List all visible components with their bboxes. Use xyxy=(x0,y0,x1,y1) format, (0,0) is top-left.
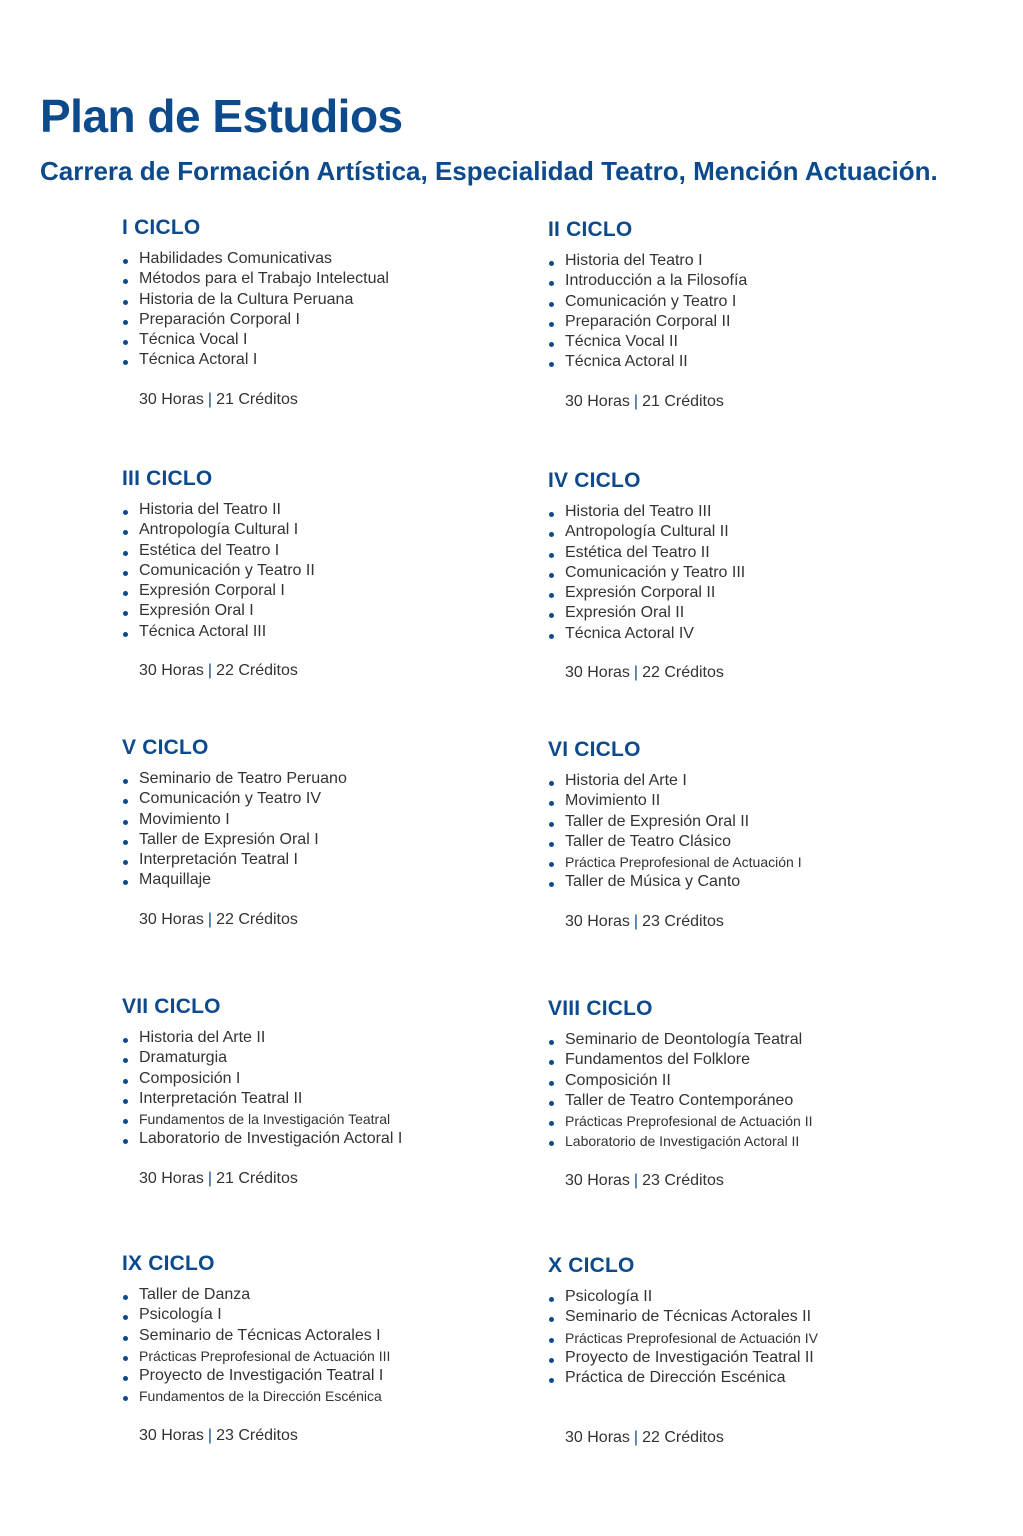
course-name: Maquillaje xyxy=(139,871,212,889)
course-name: Estética del Teatro II xyxy=(565,543,710,561)
hours-label: 30 Horas xyxy=(565,1429,630,1447)
bullet-icon xyxy=(549,613,554,618)
course-name: Técnica Vocal I xyxy=(139,331,248,349)
course-name: Proyecto de Investigación Teatral I xyxy=(139,1367,384,1385)
list-item xyxy=(548,1131,968,1151)
list-item xyxy=(548,1328,968,1348)
bullet-icon xyxy=(123,1038,128,1043)
credits-label: 23 Créditos xyxy=(642,1171,724,1189)
page-subtitle: Carrera de Formación Artística, Especialidad Teatro, Mención Actuación. xyxy=(40,156,938,186)
list-item xyxy=(122,520,542,540)
course-list xyxy=(122,500,542,642)
bullet-icon xyxy=(123,571,128,576)
course-name: Interpretación Teatral I xyxy=(139,851,298,869)
cycle-summary xyxy=(122,1426,542,1446)
separator: | xyxy=(207,1169,213,1187)
course-name: Expresión Corporal II xyxy=(565,584,716,602)
course-name: Taller de Teatro Contemporáneo xyxy=(565,1091,794,1109)
cycle-6 xyxy=(548,737,968,932)
list-item xyxy=(122,249,542,269)
separator: | xyxy=(207,390,213,408)
list-item xyxy=(122,330,542,350)
credits-label: 23 Créditos xyxy=(216,1426,298,1444)
separator: | xyxy=(207,662,213,680)
list-item xyxy=(122,269,542,289)
list-item xyxy=(548,1368,968,1388)
credits-label: 22 Créditos xyxy=(216,910,298,928)
hours-label: 30 Horas xyxy=(139,662,204,680)
list-item xyxy=(548,852,968,872)
course-name: Comunicación y Teatro II xyxy=(139,561,315,579)
bullet-icon xyxy=(549,1378,554,1383)
course-name: Técnica Actoral II xyxy=(565,353,688,371)
cycle-title: II CICLO xyxy=(548,218,633,241)
course-name: Métodos para el Trabajo Intelectual xyxy=(139,270,389,288)
cycle-summary xyxy=(122,390,542,410)
list-item xyxy=(122,310,542,330)
cycle-title: V CICLO xyxy=(122,736,209,759)
course-name: Fundamentos de la Dirección Escénica xyxy=(139,1388,382,1405)
bullet-icon xyxy=(549,573,554,578)
bullet-icon xyxy=(123,611,128,616)
bullet-icon xyxy=(123,1336,128,1341)
cycle-title: III CICLO xyxy=(122,467,213,490)
course-name: Interpretación Teatral II xyxy=(139,1089,303,1107)
course-name: Seminario de Teatro Peruano xyxy=(139,770,347,787)
course-name: Técnica Actoral III xyxy=(139,622,267,640)
list-item xyxy=(122,1346,542,1366)
course-name: Taller de Música y Canto xyxy=(565,873,741,891)
bullet-icon xyxy=(549,1297,554,1302)
course-list xyxy=(122,249,542,371)
bullet-icon xyxy=(549,281,554,286)
list-item xyxy=(122,850,542,870)
cycle-summary xyxy=(122,1169,542,1189)
bullet-icon xyxy=(123,632,128,637)
bullet-icon xyxy=(123,320,128,325)
course-name: Seminario de Deontología Teatral xyxy=(565,1031,803,1048)
bullet-icon xyxy=(123,1119,128,1124)
cycle-5 xyxy=(122,735,542,930)
course-name: Psicología II xyxy=(565,1288,653,1305)
course-list xyxy=(548,771,968,893)
course-name: Comunicación y Teatro IV xyxy=(139,790,322,808)
bullet-icon xyxy=(123,1396,128,1401)
list-item xyxy=(122,1069,542,1089)
hours-label: 30 Horas xyxy=(565,664,630,682)
list-item xyxy=(548,1071,968,1091)
credits-label: 22 Créditos xyxy=(642,664,724,682)
course-name: Comunicación y Teatro III xyxy=(565,563,746,581)
bullet-icon xyxy=(549,1338,554,1343)
hours-label: 30 Horas xyxy=(565,1171,630,1189)
course-name: Prácticas Preprofesional de Actuación IV xyxy=(565,1329,818,1346)
course-name: Introducción a la Filosofía xyxy=(565,272,748,290)
course-name: Antropología Cultural II xyxy=(565,523,729,541)
bullet-icon xyxy=(123,1315,128,1320)
course-name: Técnica Actoral IV xyxy=(565,624,694,642)
bullet-icon xyxy=(549,1081,554,1086)
bullet-icon xyxy=(549,512,554,517)
bullet-icon xyxy=(549,1040,554,1045)
list-item xyxy=(548,583,968,603)
cycle-2 xyxy=(548,217,968,412)
list-item xyxy=(122,789,542,809)
course-name: Antropología Cultural I xyxy=(139,521,299,539)
separator: | xyxy=(633,1171,639,1189)
course-name: Fundamentos de la Investigación Teatral xyxy=(139,1111,391,1128)
course-list xyxy=(548,1287,968,1388)
course-name: Taller de Danza xyxy=(139,1286,251,1303)
bullet-icon xyxy=(549,553,554,558)
cycle-9 xyxy=(122,1251,542,1446)
bullet-icon xyxy=(123,1079,128,1084)
bullet-icon xyxy=(549,1141,554,1146)
bullet-icon xyxy=(123,1099,128,1104)
credits-label: 22 Créditos xyxy=(216,662,298,680)
credits-label: 21 Créditos xyxy=(216,1169,298,1187)
bullet-icon xyxy=(123,799,128,804)
course-name: Dramaturgia xyxy=(139,1049,228,1067)
list-item xyxy=(548,271,968,291)
list-item xyxy=(548,312,968,332)
course-list xyxy=(122,1028,542,1150)
bullet-icon xyxy=(123,1295,128,1300)
course-name: Técnica Vocal II xyxy=(565,333,678,351)
list-item xyxy=(548,624,968,644)
course-name: Composición I xyxy=(139,1069,241,1087)
list-item xyxy=(122,1366,542,1386)
list-item xyxy=(122,1028,542,1048)
course-name: Historia del Arte I xyxy=(565,772,687,789)
bullet-icon xyxy=(549,862,554,867)
course-name: Expresión Corporal I xyxy=(139,582,285,600)
list-item xyxy=(548,791,968,811)
list-item xyxy=(548,1050,968,1070)
course-name: Historia del Teatro II xyxy=(139,501,281,518)
cycle-summary xyxy=(548,912,968,932)
list-item xyxy=(122,1129,542,1149)
list-item xyxy=(548,522,968,542)
separator: | xyxy=(207,1426,213,1444)
course-name: Preparación Corporal I xyxy=(139,310,300,328)
bullet-icon xyxy=(123,279,128,284)
cycle-10 xyxy=(548,1253,968,1448)
course-name: Preparación Corporal II xyxy=(565,312,731,330)
hours-label: 30 Horas xyxy=(139,1169,204,1187)
course-name: Taller de Teatro Clásico xyxy=(565,832,732,850)
cycle-title: X CICLO xyxy=(548,1254,635,1277)
list-item xyxy=(548,332,968,352)
cycle-summary xyxy=(548,1171,968,1191)
bullet-icon xyxy=(123,1139,128,1144)
cycle-title: I CICLO xyxy=(122,216,201,239)
list-item xyxy=(122,810,542,830)
list-item xyxy=(122,870,542,890)
credits-label: 23 Créditos xyxy=(642,912,724,930)
course-list xyxy=(548,502,968,644)
list-item xyxy=(548,872,968,892)
bullet-icon xyxy=(549,822,554,827)
bullet-icon xyxy=(549,532,554,537)
bullet-icon xyxy=(123,1058,128,1063)
list-item xyxy=(548,603,968,623)
credits-label: 21 Créditos xyxy=(216,390,298,408)
course-name: Taller de Expresión Oral II xyxy=(565,812,750,830)
course-name: Estética del Teatro I xyxy=(139,541,280,559)
list-item xyxy=(122,1305,542,1325)
bullet-icon xyxy=(549,634,554,639)
cycle-title: VII CICLO xyxy=(122,995,221,1018)
bullet-icon xyxy=(123,860,128,865)
bullet-icon xyxy=(123,591,128,596)
course-name: Seminario de Técnicas Actorales I xyxy=(139,1326,381,1344)
course-name: Práctica de Dirección Escénica xyxy=(565,1369,786,1387)
course-list xyxy=(122,769,542,891)
cycle-7 xyxy=(122,994,542,1189)
list-item xyxy=(122,622,542,642)
list-item xyxy=(122,1109,542,1129)
bullet-icon xyxy=(549,842,554,847)
bullet-icon xyxy=(549,593,554,598)
cycle-summary xyxy=(122,661,542,681)
course-list xyxy=(122,1285,542,1407)
list-item xyxy=(122,830,542,850)
course-name: Técnica Actoral I xyxy=(139,351,258,369)
list-item xyxy=(548,502,968,522)
course-name: Expresión Oral II xyxy=(565,604,685,622)
list-item xyxy=(122,541,542,561)
bullet-icon xyxy=(549,1101,554,1106)
hours-label: 30 Horas xyxy=(565,912,630,930)
bullet-icon xyxy=(549,801,554,806)
list-item xyxy=(122,1048,542,1068)
list-item xyxy=(122,500,542,520)
bullet-icon xyxy=(549,302,554,307)
course-name: Prácticas Preprofesional de Actuación II xyxy=(565,1113,813,1130)
bullet-icon xyxy=(123,1356,128,1361)
bullet-icon xyxy=(123,551,128,556)
cycle-title: IX CICLO xyxy=(122,1252,215,1275)
cycle-4 xyxy=(548,468,968,683)
bullet-icon xyxy=(123,779,128,784)
list-item xyxy=(548,1307,968,1327)
credits-label: 22 Créditos xyxy=(642,1429,724,1447)
separator: | xyxy=(207,910,213,928)
list-item xyxy=(122,1285,542,1305)
bullet-icon xyxy=(549,1060,554,1065)
course-name: Historia de la Cultura Peruana xyxy=(139,290,354,308)
list-item xyxy=(548,543,968,563)
page-title: Plan de Estudios xyxy=(40,90,403,142)
hours-label: 30 Horas xyxy=(139,390,204,408)
course-name: Composición II xyxy=(565,1071,671,1089)
course-name: Taller de Expresión Oral I xyxy=(139,830,319,848)
bullet-icon xyxy=(123,300,128,305)
course-name: Fundamentos del Folklore xyxy=(565,1051,750,1069)
cycle-8 xyxy=(548,996,968,1191)
list-item xyxy=(122,601,542,621)
cycle-title: IV CICLO xyxy=(548,469,641,492)
bullet-icon xyxy=(549,342,554,347)
bullet-icon xyxy=(123,530,128,535)
list-item xyxy=(122,290,542,310)
course-name: Laboratorio de Investigación Actoral I xyxy=(139,1130,403,1148)
cycle-summary xyxy=(122,910,542,930)
list-item xyxy=(122,1326,542,1346)
list-item xyxy=(548,352,968,372)
list-item xyxy=(548,771,968,791)
bullet-icon xyxy=(123,1376,128,1381)
hours-label: 30 Horas xyxy=(139,910,204,928)
list-item xyxy=(122,581,542,601)
course-name: Psicología I xyxy=(139,1306,222,1324)
list-item xyxy=(548,1111,968,1131)
separator: | xyxy=(633,1429,639,1447)
course-name: Expresión Oral I xyxy=(139,602,254,620)
bullet-icon xyxy=(123,840,128,845)
bullet-icon xyxy=(549,362,554,367)
list-item xyxy=(548,1287,968,1307)
cycle-summary xyxy=(548,1428,968,1448)
list-item xyxy=(122,769,542,789)
list-item xyxy=(122,561,542,581)
separator: | xyxy=(633,912,639,930)
course-name: Historia del Teatro III xyxy=(565,503,712,520)
bullet-icon xyxy=(549,261,554,266)
bullet-icon xyxy=(549,1358,554,1363)
course-name: Práctica Preprofesional de Actuación I xyxy=(565,854,802,871)
list-item xyxy=(122,1386,542,1406)
course-name: Movimiento I xyxy=(139,810,230,828)
separator: | xyxy=(633,664,639,682)
hours-label: 30 Horas xyxy=(565,392,630,410)
bullet-icon xyxy=(123,510,128,515)
course-name: Laboratorio de Investigación Actoral II xyxy=(565,1133,800,1150)
list-item xyxy=(548,1030,968,1050)
list-item xyxy=(548,251,968,271)
bullet-icon xyxy=(123,259,128,264)
bullet-icon xyxy=(123,340,128,345)
course-name: Prácticas Preprofesional de Actuación III xyxy=(139,1347,391,1364)
list-item xyxy=(548,1348,968,1368)
bullet-icon xyxy=(123,360,128,365)
bullet-icon xyxy=(549,322,554,327)
bullet-icon xyxy=(549,781,554,786)
bullet-icon xyxy=(549,882,554,887)
cycle-summary xyxy=(548,392,968,412)
course-list xyxy=(548,1030,968,1152)
list-item xyxy=(548,292,968,312)
list-item xyxy=(548,812,968,832)
course-name: Movimiento II xyxy=(565,792,661,810)
course-name: Proyecto de Investigación Teatral II xyxy=(565,1348,814,1366)
list-item xyxy=(122,1089,542,1109)
hours-label: 30 Horas xyxy=(139,1426,204,1444)
bullet-icon xyxy=(549,1121,554,1126)
course-name: Historia del Arte II xyxy=(139,1029,266,1046)
cycle-title: VIII CICLO xyxy=(548,997,653,1020)
separator: | xyxy=(633,392,639,410)
credits-label: 21 Créditos xyxy=(642,392,724,410)
course-name: Seminario de Técnicas Actorales II xyxy=(565,1308,812,1326)
bullet-icon xyxy=(123,820,128,825)
course-name: Habilidades Comunicativas xyxy=(139,250,332,267)
course-list xyxy=(548,251,968,373)
list-item xyxy=(548,832,968,852)
bullet-icon xyxy=(123,880,128,885)
cycle-title: VI CICLO xyxy=(548,738,641,761)
cycle-1 xyxy=(122,215,542,410)
cycle-summary xyxy=(548,663,968,683)
bullet-icon xyxy=(549,1317,554,1322)
list-item xyxy=(548,1091,968,1111)
course-name: Comunicación y Teatro I xyxy=(565,292,737,310)
list-item xyxy=(122,350,542,370)
course-name: Historia del Teatro I xyxy=(565,252,703,269)
cycle-3 xyxy=(122,466,542,681)
list-item xyxy=(548,563,968,583)
